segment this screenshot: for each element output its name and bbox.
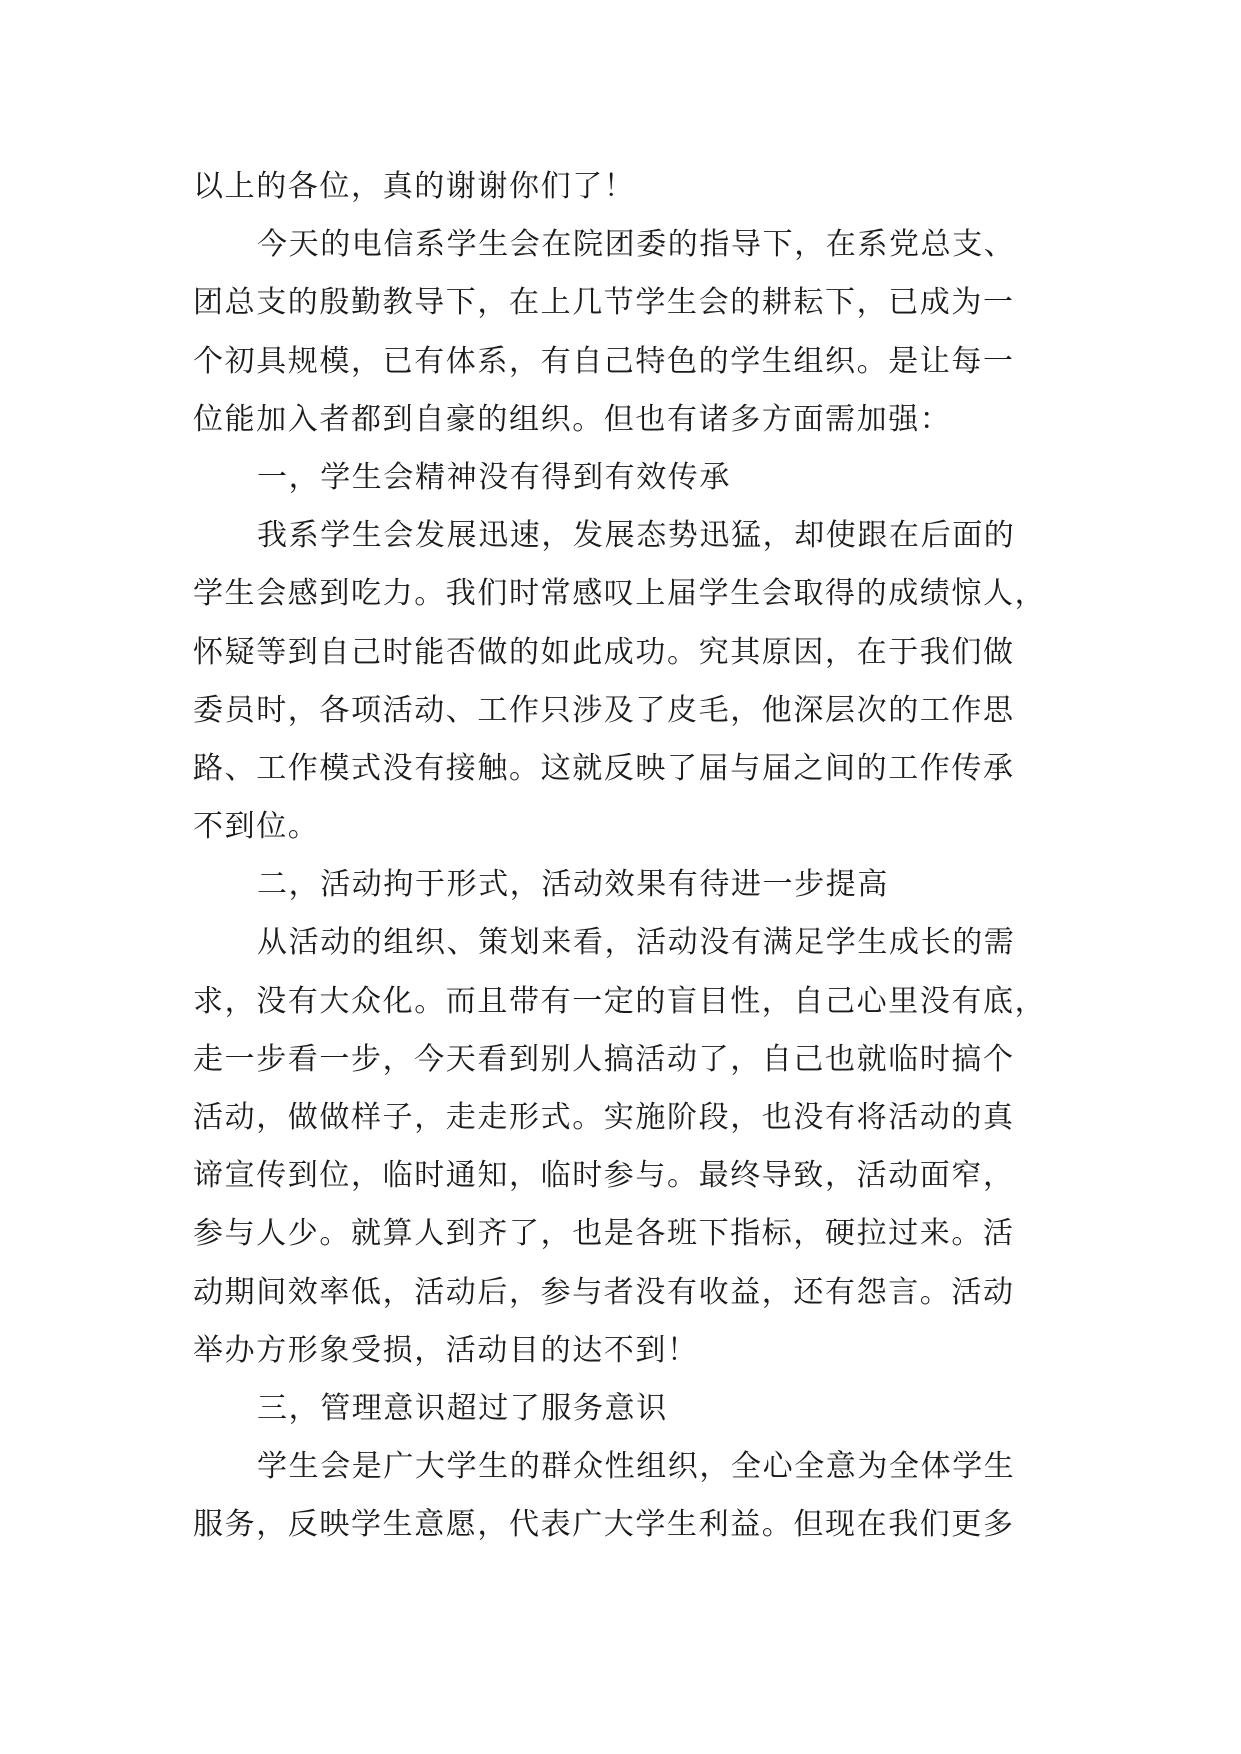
text-line: 不到位。 bbox=[193, 809, 320, 845]
text-line: 谛宣传到位，临时通知，临时参与。最终导致，活动面窄， bbox=[193, 1158, 1015, 1194]
text-line: 怀疑等到自己时能否做的如此成功。究其原因，在于我们做 bbox=[193, 634, 1015, 670]
text-line: 举办方形象受损，活动目的达不到！ bbox=[193, 1332, 699, 1368]
text-line: 位能加入者都到自豪的组织。但也有诸多方面需加强： bbox=[193, 401, 952, 437]
text-line: 活动，做做样子，走走形式。实施阶段，也没有将活动的真 bbox=[193, 1100, 1015, 1135]
text-line: 今天的电信系学生会在院团委的指导下，在系党总支、 bbox=[257, 227, 1016, 263]
text-line: 路、工作模式没有接触。这就反映了届与届之间的工作传承 bbox=[193, 750, 1015, 786]
text-line: 团总支的殷勤教导下，在上几节学生会的耕耘下，已成为一 bbox=[193, 285, 1015, 321]
text-line: 求，没有大众化。而且带有一定的盲目性，自己心里没有底， bbox=[193, 983, 1047, 1019]
text-line: 个初具规模，已有体系，有自己特色的学生组织。是让每一 bbox=[193, 343, 1015, 379]
text-line: 参与人少。就算人到齐了，也是各班下指标，硬拉过来。活 bbox=[193, 1216, 1015, 1252]
text-line: 服务，反映学生意愿，代表广大学生利益。但现在我们更多 bbox=[193, 1507, 1015, 1543]
text-line: 委员时，各项活动、工作只涉及了皮毛，他深层次的工作思 bbox=[193, 692, 1015, 728]
text-line: 一，学生会精神没有得到有效传承 bbox=[257, 459, 731, 495]
text-line: 走一步看一步，今天看到别人搞活动了，自己也就临时搞个 bbox=[193, 1041, 1015, 1077]
text-line: 我系学生会发展迅速，发展态势迅猛，却使跟在后面的 bbox=[257, 518, 1016, 554]
text-line: 学生会感到吃力。我们时常感叹上届学生会取得的成绩惊人， bbox=[193, 576, 1047, 612]
text-line: 以上的各位，真的谢谢你们了！ bbox=[193, 169, 636, 204]
text-line: 二，活动拘于形式，活动效果有待进一步提高 bbox=[257, 867, 889, 903]
text-line: 学生会是广大学生的群众性组织，全心全意为全体学生 bbox=[257, 1449, 1016, 1485]
text-line: 三，管理意识超过了服务意识 bbox=[257, 1390, 668, 1426]
text-line: 动期间效率低，活动后，参与者没有收益，还有怨言。活动 bbox=[193, 1274, 1015, 1310]
body-text bbox=[193, 158, 1053, 1555]
text-line: 从活动的组织、策划来看，活动没有满足学生成长的需 bbox=[257, 925, 1016, 961]
